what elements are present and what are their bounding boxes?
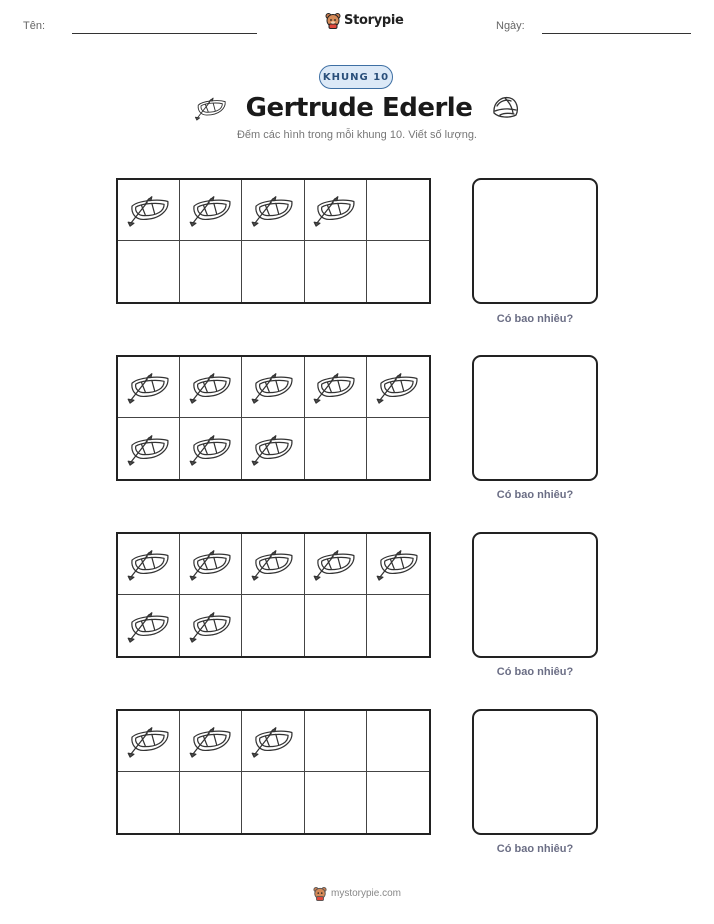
- rowboat-icon: [126, 432, 172, 466]
- rowboat-icon: [188, 193, 234, 227]
- rowboat-icon: [250, 432, 296, 466]
- frame-cell: [242, 711, 304, 772]
- frame-cell: [367, 772, 429, 833]
- frame-cell: [242, 534, 304, 595]
- frame-cell: [180, 180, 242, 241]
- rowboat-icon: [375, 547, 421, 581]
- frame-cell: [305, 418, 367, 479]
- title-row: [0, 90, 714, 126]
- question-label-2: Có bao nhiêu?: [496, 489, 574, 501]
- answer-box-2[interactable]: [472, 355, 598, 481]
- frame-cell: [180, 534, 242, 595]
- rowboat-icon: [188, 724, 234, 758]
- rowboat-icon: [375, 370, 421, 404]
- frame-cell: [305, 241, 367, 302]
- date-label: Ngày:: [496, 20, 525, 32]
- frame-cell: [367, 534, 429, 595]
- name-label: Tên:: [23, 20, 46, 32]
- rowboat-icon: [126, 609, 172, 643]
- rowboat-icon: [126, 547, 172, 581]
- frame-cell: [118, 772, 180, 833]
- answer-box-4[interactable]: [472, 709, 598, 835]
- bear-mascot-icon: [313, 886, 327, 901]
- ten-frame-2: [116, 355, 431, 481]
- frame-cell: [180, 418, 242, 479]
- footer: [0, 886, 714, 901]
- bear-mascot-icon: [325, 12, 341, 29]
- rowboat-icon: [312, 370, 358, 404]
- swim-cap-icon: [490, 93, 520, 123]
- frame-cell: [367, 418, 429, 479]
- frame-cell: [305, 357, 367, 418]
- frame-cell: [367, 595, 429, 656]
- rowboat-icon: [194, 95, 228, 121]
- frame-cell: [305, 180, 367, 241]
- ten-frame-1: [116, 178, 431, 304]
- frame-cell: [118, 595, 180, 656]
- footer-url: mystorypie.com: [330, 888, 401, 899]
- frame-cell: [118, 534, 180, 595]
- ten-frame-3: [116, 532, 431, 658]
- instructions: Đếm các hình trong mỗi khung 10. Viết số lượng.: [236, 129, 477, 141]
- frame-cell: [242, 772, 304, 833]
- frame-cell: [305, 711, 367, 772]
- frame-cell: [118, 241, 180, 302]
- question-label-1: Có bao nhiêu?: [496, 313, 574, 325]
- frame-cell: [180, 772, 242, 833]
- frame-cell: [118, 357, 180, 418]
- name-field[interactable]: [72, 33, 257, 34]
- answer-box-1[interactable]: [472, 178, 598, 304]
- answer-box-3[interactable]: [472, 532, 598, 658]
- frame-cell: [367, 180, 429, 241]
- rowboat-icon: [250, 724, 296, 758]
- worksheet-type-badge: KHUNG 10: [319, 65, 393, 89]
- frame-cell: [367, 241, 429, 302]
- rowboat-icon: [250, 193, 296, 227]
- rowboat-icon: [126, 193, 172, 227]
- frame-cell: [118, 711, 180, 772]
- frame-cell: [305, 772, 367, 833]
- question-label-4: Có bao nhiêu?: [496, 843, 574, 855]
- rowboat-icon: [188, 432, 234, 466]
- frame-cell: [242, 595, 304, 656]
- rowboat-icon: [188, 370, 234, 404]
- frame-cell: [242, 180, 304, 241]
- frame-cell: [180, 711, 242, 772]
- frame-cell: [367, 357, 429, 418]
- rowboat-icon: [250, 370, 296, 404]
- brand-logo: [325, 12, 404, 29]
- rowboat-icon: [312, 193, 358, 227]
- rowboat-icon: [312, 547, 358, 581]
- frame-cell: [242, 418, 304, 479]
- frame-cell: [242, 357, 304, 418]
- frame-cell: [180, 357, 242, 418]
- rowboat-icon: [126, 724, 172, 758]
- rowboat-icon: [126, 370, 172, 404]
- rowboat-icon: [188, 609, 234, 643]
- frame-cell: [242, 241, 304, 302]
- frame-cell: [180, 241, 242, 302]
- page-title: Gertrude Ederle: [245, 93, 473, 123]
- rowboat-icon: [250, 547, 296, 581]
- frame-cell: [118, 180, 180, 241]
- date-field[interactable]: [542, 33, 691, 34]
- ten-frame-4: [116, 709, 431, 835]
- frame-cell: [180, 595, 242, 656]
- rowboat-icon: [188, 547, 234, 581]
- question-label-3: Có bao nhiêu?: [496, 666, 574, 678]
- frame-cell: [305, 534, 367, 595]
- brand-name: Storypie: [344, 13, 404, 28]
- frame-cell: [118, 418, 180, 479]
- frame-cell: [367, 711, 429, 772]
- frame-cell: [305, 595, 367, 656]
